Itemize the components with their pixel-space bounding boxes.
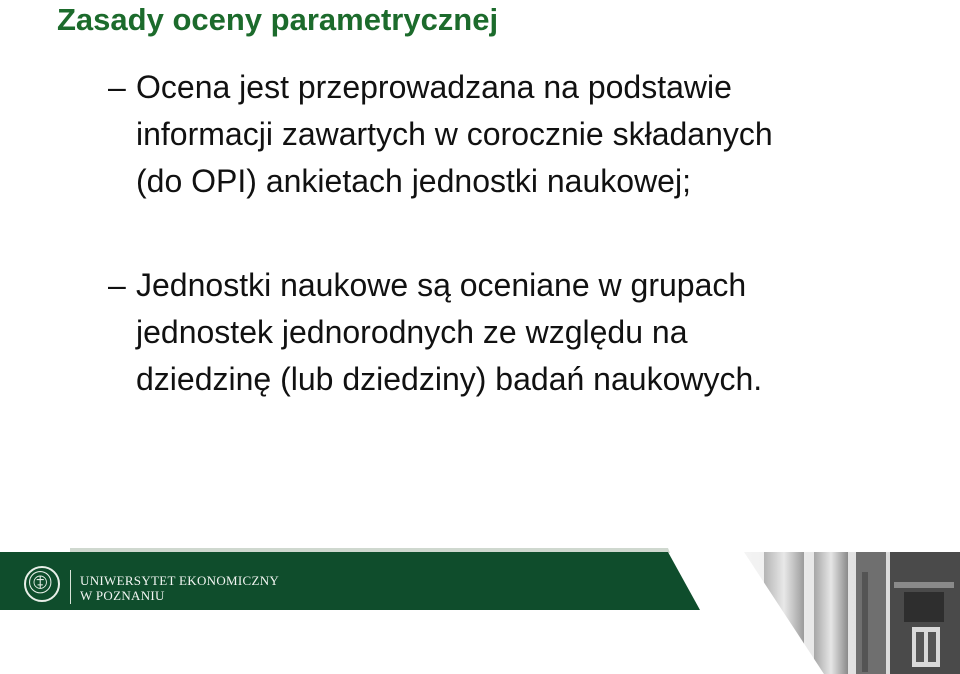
logo-line-1: UNIWERSYTET EKONOMICZNY <box>80 573 280 588</box>
university-building-photo <box>744 552 960 674</box>
logo-divider <box>70 570 71 604</box>
slide-title: Zasady oceny parametrycznej <box>57 2 499 37</box>
bullet-dash: – <box>108 267 126 303</box>
bullet-line: Jednostki naukowe są oceniane w grupach <box>136 267 747 303</box>
bullet-line: dziedzinę (lub dziedziny) badań naukowych. <box>136 361 763 397</box>
logo-line-2: W POZNANIU <box>80 588 165 603</box>
bullet-text <box>136 262 762 403</box>
bullet-line: informacji zawartych w corocznie składanych <box>136 116 773 152</box>
university-logo-text <box>80 573 279 603</box>
university-seal-icon <box>24 566 60 602</box>
bullet-line: Ocena jest przeprowadzana na podstawie <box>136 69 732 105</box>
bullet-dash: – <box>108 69 126 105</box>
bullet-text <box>136 64 773 205</box>
bullet-line: jednostek jednorodnych ze względu na <box>136 314 688 350</box>
bullet-item-2 <box>108 262 888 403</box>
bullet-line: (do OPI) ankietach jednostki naukowej; <box>136 163 691 199</box>
bullet-item-1 <box>108 64 888 205</box>
